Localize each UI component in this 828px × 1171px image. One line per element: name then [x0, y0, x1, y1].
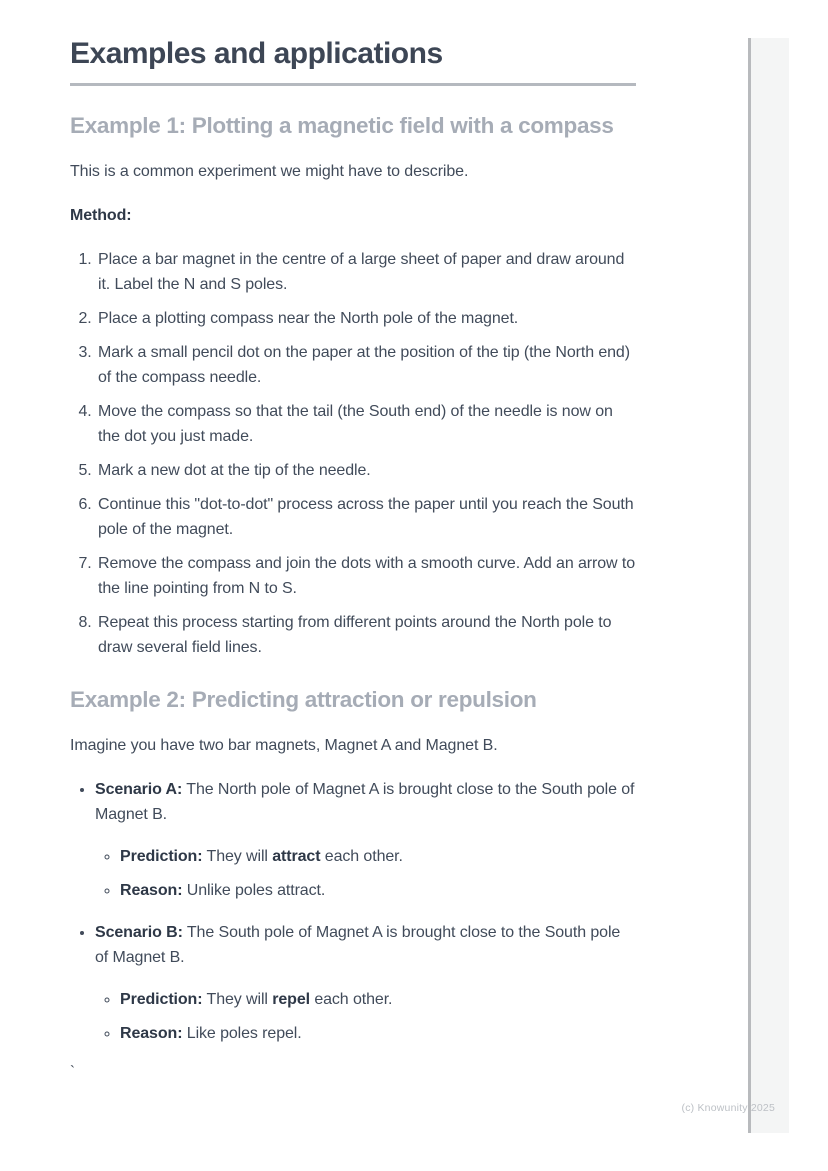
prediction-post-text: each other.	[309, 991, 393, 1008]
reason-label: Reason:	[120, 1025, 183, 1042]
example2-intro: Imagine you have two bar magnets, Magnet A and Magnet B.	[70, 737, 498, 754]
prediction-label: Prediction:	[120, 848, 203, 865]
method-step-8: 8. Repeat this process starting from different points around the North pole to draw several field lines.	[96, 610, 636, 660]
scenario-list	[70, 777, 636, 1046]
method-step-3: 3. Mark a small pencil dot on the paper at the position of the tip (the North end) of the compass needle.	[96, 340, 636, 390]
reason-label: Reason:	[120, 882, 183, 899]
example2-heading: Example 2: Predicting attraction or repulsion	[70, 687, 537, 712]
method-step-6: 6. Continue this "dot-to-dot" process across the paper until you reach the South pole of the magnet.	[96, 492, 636, 542]
prediction-post-text: each other.	[320, 848, 403, 865]
next-page-edge-preview	[751, 38, 789, 1133]
scenario-b-reason	[120, 1021, 636, 1046]
scenario-a-item	[95, 777, 636, 903]
method-step-7: 7. Remove the compass and join the dots with a smooth curve. Add an arrow to the line pointing from N to S.	[96, 551, 636, 601]
scenario-a-label: Scenario A:	[95, 781, 183, 798]
method-step-5: 5. Mark a new dot at the tip of the needle.	[96, 458, 636, 483]
page-title: Examples and applications	[70, 37, 443, 70]
prediction-label: Prediction:	[120, 991, 203, 1008]
prediction-keyword: repel	[272, 991, 310, 1008]
scenario-a-reason	[120, 878, 636, 903]
scenario-b-sublist	[95, 987, 636, 1046]
method-step-1: 1. Place a bar magnet in the centre of a large sheet of paper and draw around it. Label the N and S poles.	[96, 247, 636, 297]
scenario-a-text: The North pole of Magnet A is brought close to the South pole of Magnet B.	[95, 781, 635, 823]
document-content	[70, 0, 636, 1080]
scenario-b-text: The South pole of Magnet A is brought close to the South pole of Magnet B.	[95, 924, 621, 966]
example1-heading: Example 1: Plotting a magnetic field with a compass	[70, 113, 614, 138]
reason-text: Unlike poles attract.	[182, 882, 326, 899]
reason-text: Like poles repel.	[182, 1025, 302, 1042]
stray-backtick: `	[70, 1063, 75, 1080]
title-divider	[70, 83, 636, 86]
method-step-2: 2. Place a plotting compass near the North pole of the magnet.	[96, 306, 636, 331]
prediction-pre-text: They will	[202, 848, 273, 865]
scenario-b-prediction	[120, 987, 636, 1012]
method-step-4: 4. Move the compass so that the tail (the South end) of the needle is now on the dot you just made.	[96, 399, 636, 449]
scenario-a-prediction	[120, 844, 636, 869]
scenario-a-sublist	[95, 844, 636, 903]
watermark: (c) Knowunity 2025	[681, 1102, 775, 1114]
prediction-keyword: attract	[272, 848, 321, 865]
method-label: Method:	[70, 207, 132, 224]
prediction-pre-text: They will	[202, 991, 273, 1008]
example1-intro: This is a common experiment we might have to describe.	[70, 163, 469, 180]
method-steps-list	[70, 247, 636, 660]
scenario-b-label: Scenario B:	[95, 924, 183, 941]
scenario-b-item	[95, 920, 636, 1046]
